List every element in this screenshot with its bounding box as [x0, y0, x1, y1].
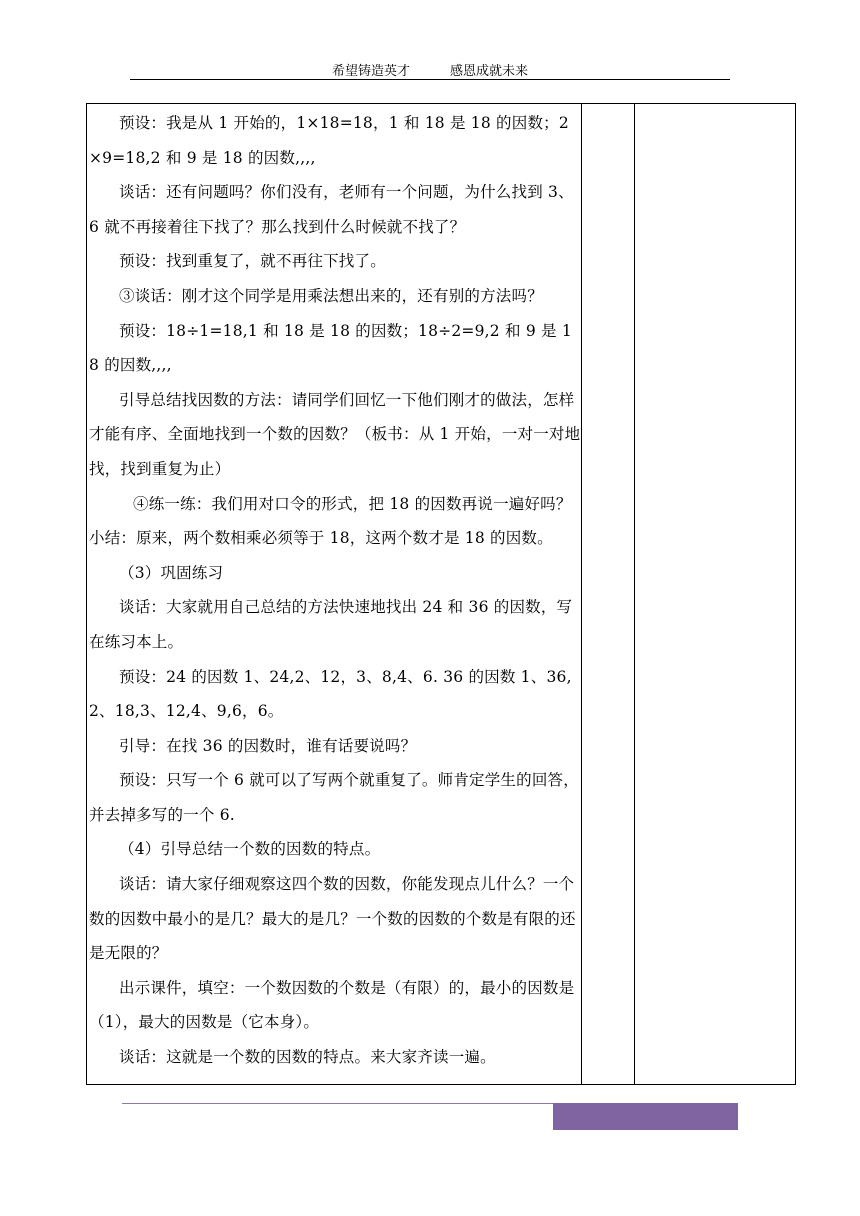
lesson-content — [89, 106, 581, 1075]
page-header — [130, 60, 730, 80]
paragraph: （4）引导总结一个数的因数的特点。 — [119, 840, 381, 859]
paragraph: 谈话：这就是一个数的因数的特点。来大家齐读一遍。 — [119, 1048, 496, 1067]
paragraph: 谈话：还有问题吗？你们没有，老师有一个问题，为什么找到 3、6 就不再接着往下找了？那么找到什么时候就不找了？ — [89, 183, 574, 236]
header-left-text: 希望铸造英才 — [331, 64, 410, 79]
column-divider-1 — [581, 104, 582, 1084]
paragraph: 小结：原来，两个数相乘必须等于 18，这两个数才是 18 的因数。 — [89, 529, 553, 548]
paragraph: （3）巩固练习 — [119, 563, 224, 582]
paragraph: 谈话：大家就用自己总结的方法快速地找出 24 和 36 的因数，写在练习本上。 — [89, 598, 573, 651]
header-right-text: 感恩成就未来 — [450, 64, 529, 79]
paragraph: 预设：18÷1=18,1 和 18 是 18 的因数；18÷2=9,2 和 9 是 18 的因数,,,, — [89, 321, 572, 375]
paragraph: ④练一练：我们用对口令的形式，把 18 的因数再说一遍好吗？ — [133, 494, 572, 513]
paragraph: 引导总结找因数的方法：请同学们回忆一下他们刚才的做法，怎样才能有序、全面地找到一个数的因数？（板书：从 1 开始，一对一对地找，找到重复为止） — [89, 390, 581, 478]
paragraph: 预设：只写一个 6 就可以了写两个就重复了。师肯定学生的回答，并去掉多写的一个 6. — [89, 771, 579, 824]
header-rule — [130, 79, 730, 80]
paragraph: ③谈话：刚才这个同学是用乘法想出来的，还有别的方法吗？ — [119, 286, 543, 305]
lesson-table — [86, 103, 796, 1085]
footer-bar — [553, 1103, 738, 1130]
paragraph: 预设：找到重复了，就不再往下找了。 — [119, 252, 386, 271]
paragraph: 谈话：请大家仔细观察这四个数的因数，你能发现点儿什么？一个数的因数中最小的是几？最大的是几？一个数的因数的个数是有限的还是无限的？ — [89, 875, 576, 963]
paragraph: 出示课件，填空：一个数因数的个数是（有限）的，最小的因数是（1），最大的因数是（它本身）。 — [89, 978, 575, 1032]
paragraph: 预设：24 的因数 1、24,2、12，3、8,4、6. 36 的因数 1、36,2、18,3、12,4、9,6，6。 — [89, 667, 572, 721]
column-divider-2 — [634, 104, 635, 1084]
paragraph: 预设：我是从 1 开始的，1×18=18，1 和 18 是 18 的因数；2×9=18,2 和 9 是 18 的因数,,,, — [89, 114, 569, 167]
paragraph: 引导：在找 36 的因数时，谁有话要说吗？ — [119, 736, 417, 755]
